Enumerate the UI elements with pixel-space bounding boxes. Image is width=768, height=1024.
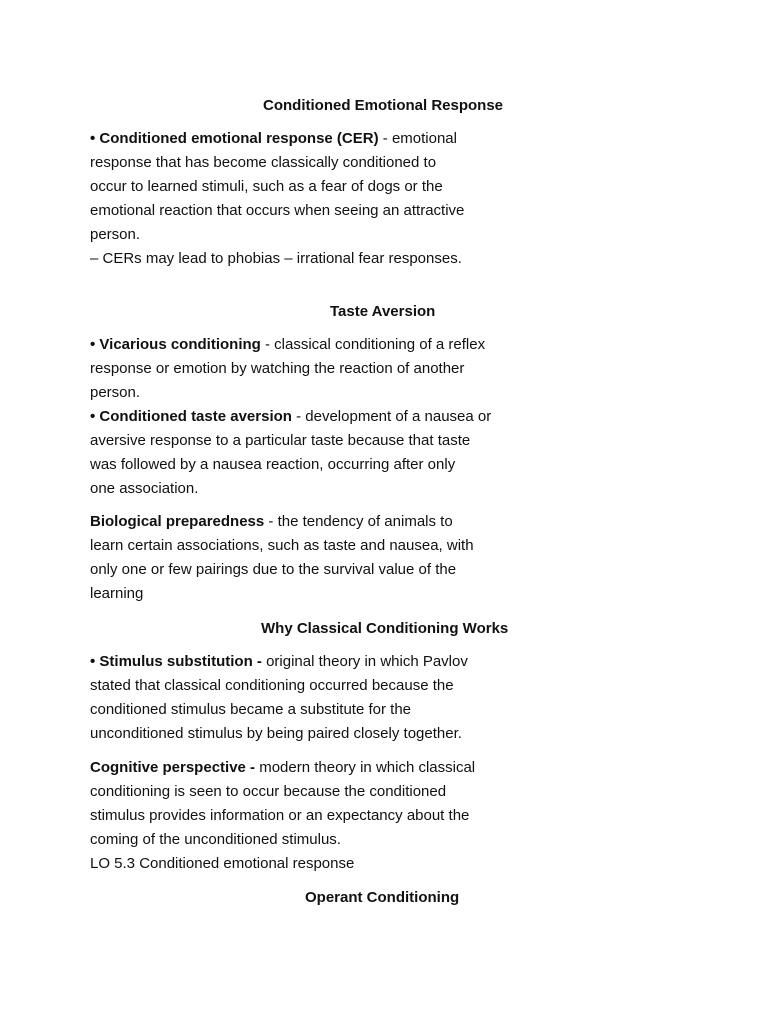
term-stimulus-substitution: • Stimulus substitution - xyxy=(90,653,262,670)
term-cognitive-perspective: Cognitive perspective - xyxy=(90,759,256,776)
text-line: response that has become classically conditioned to xyxy=(90,154,437,171)
text-line: - emotional xyxy=(378,130,457,147)
term-vicarious-conditioning: • Vicarious conditioning xyxy=(90,336,261,353)
text-line: coming of the unconditioned stimulus. xyxy=(90,831,341,848)
paragraph-cer xyxy=(90,127,520,271)
heading-why-classical-conditioning-works: Why Classical Conditioning Works xyxy=(261,620,509,637)
paragraph-vicarious-and-taste-aversion xyxy=(90,333,520,501)
paragraph-cognitive-perspective xyxy=(90,756,520,876)
term-biological-preparedness: Biological preparedness xyxy=(90,513,265,530)
text-line: learning xyxy=(90,585,144,602)
term-cer: • Conditioned emotional response (CER) xyxy=(90,130,379,147)
text-line: modern theory in which classical xyxy=(255,759,476,776)
heading-taste-aversion: Taste Aversion xyxy=(330,303,436,320)
term-conditioned-taste-aversion: • Conditioned taste aversion xyxy=(90,408,292,425)
text-line: was followed by a nausea reaction, occurring after only xyxy=(90,456,456,473)
text-line: person. xyxy=(90,226,141,243)
text-line: aversive response to a particular taste because that taste xyxy=(90,432,471,449)
text-line: - development of a nausea or xyxy=(291,408,492,425)
text-line: - classical conditioning of a reflex xyxy=(260,336,486,353)
text-line: - the tendency of animals to xyxy=(264,513,453,530)
text-line: – CERs may lead to phobias – irrational fear responses. xyxy=(90,250,462,267)
text-line: conditioned stimulus became a substitute for the xyxy=(90,701,412,718)
text-line: unconditioned stimulus by being paired closely together. xyxy=(90,725,462,742)
text-line-lo: LO 5.3 Conditioned emotional response xyxy=(90,855,355,872)
text-line: response or emotion by watching the reaction of another xyxy=(90,360,465,377)
text-line: conditioning is seen to occur because the conditioned xyxy=(90,783,447,800)
paragraph-biological-preparedness xyxy=(90,510,520,606)
paragraph-stimulus-substitution xyxy=(90,650,520,746)
text-line: occur to learned stimuli, such as a fear of dogs or the xyxy=(90,178,443,195)
text-line: emotional reaction that occurs when seeing an attractive xyxy=(90,202,465,219)
text-line: only one or few pairings due to the survival value of the xyxy=(90,561,457,578)
text-line: learn certain associations, such as taste and nausea, with xyxy=(90,537,474,554)
heading-conditioned-emotional-response: Conditioned Emotional Response xyxy=(263,97,504,114)
text-line: stated that classical conditioning occurred because the xyxy=(90,677,454,694)
text-line: person. xyxy=(90,384,141,401)
text-line: stimulus provides information or an expectancy about the xyxy=(90,807,470,824)
heading-operant-conditioning: Operant Conditioning xyxy=(305,889,460,906)
text-line: one association. xyxy=(90,480,199,497)
text-line: original theory in which Pavlov xyxy=(261,653,468,670)
